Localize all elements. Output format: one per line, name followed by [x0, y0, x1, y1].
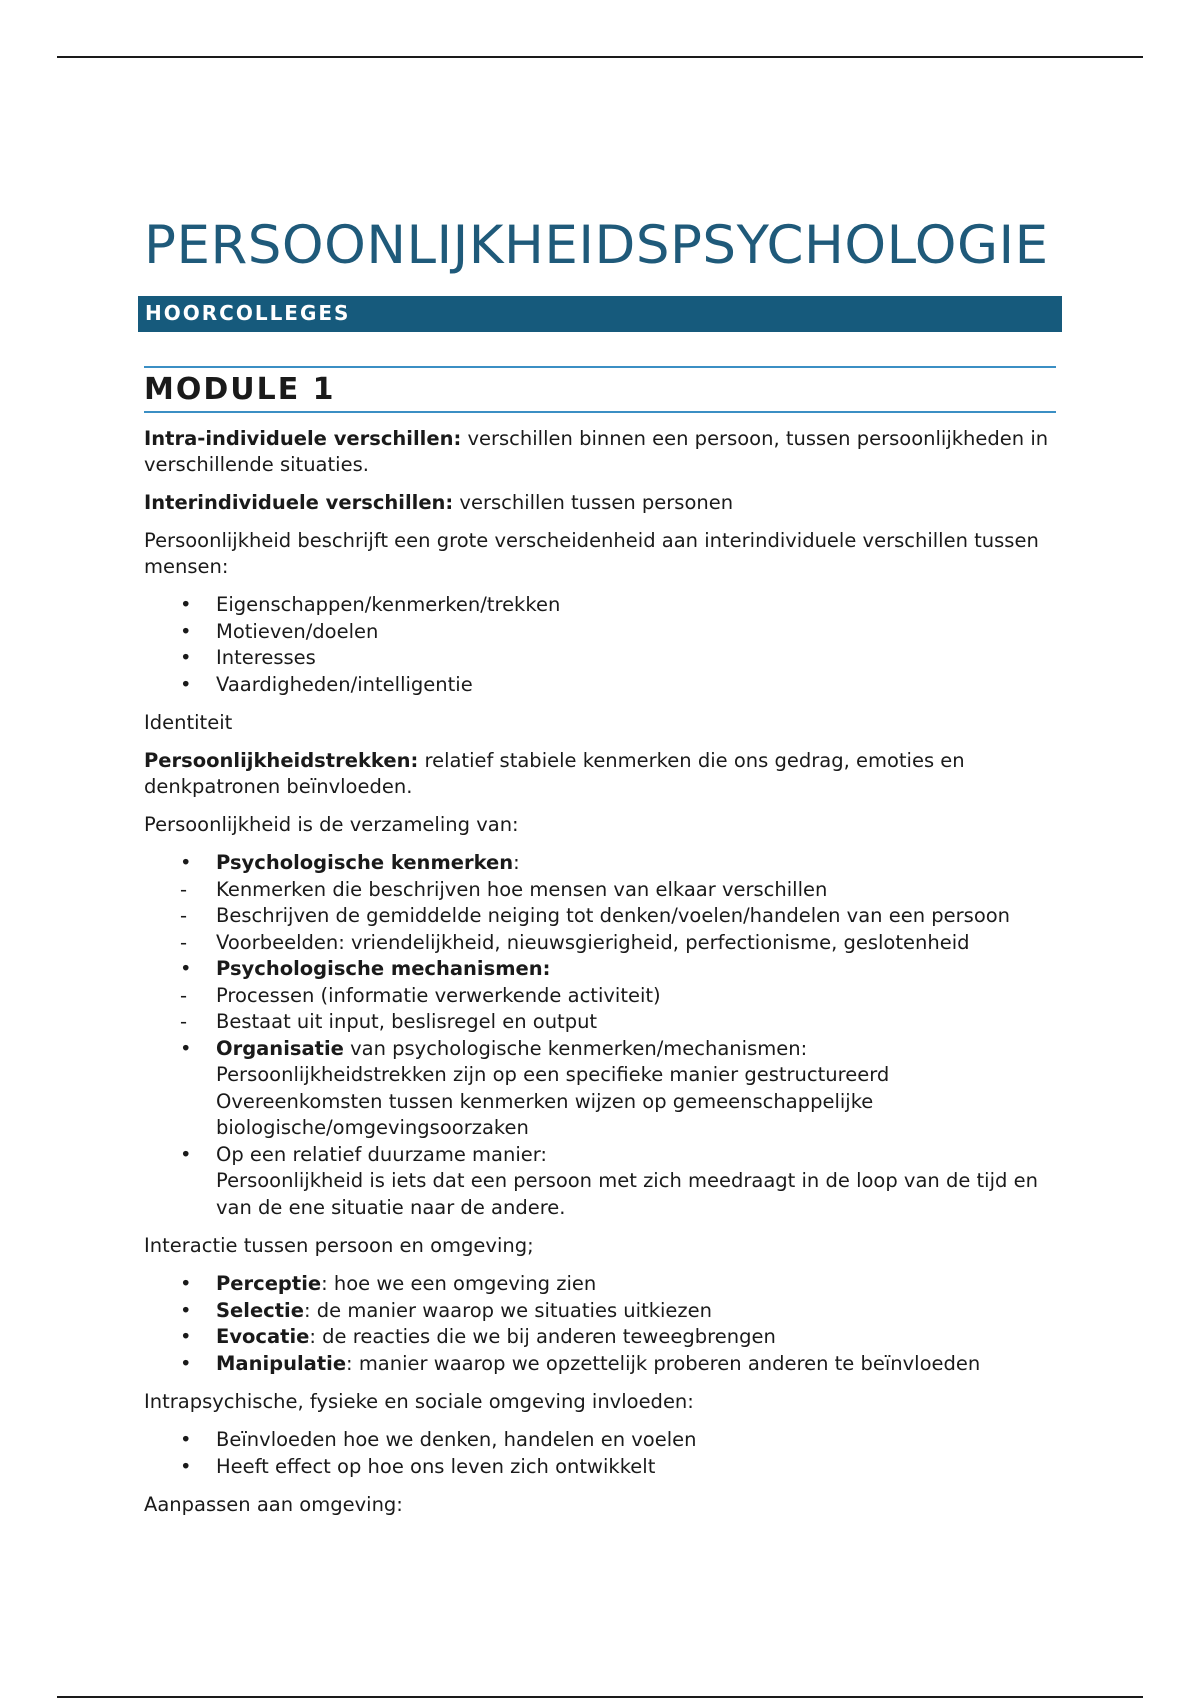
dash-marker: - [180, 930, 188, 954]
inter-text: verschillen tussen personen [453, 491, 734, 514]
list-item: - Bestaat uit input, beslisregel en output [144, 1009, 1056, 1036]
list-item: • Motieven/doelen [144, 619, 1056, 646]
interaction-list [144, 1271, 1056, 1377]
bullet-marker: • [180, 1142, 192, 1166]
page-bottom-rule [57, 1696, 1143, 1698]
list-item: • Evocatie: de reacties die we bij anderen teweegbrengen [144, 1324, 1056, 1351]
list-item: • Interesses [144, 645, 1056, 672]
dash-marker: - [180, 904, 188, 927]
subtitle-banner: HOORCOLLEGES [138, 296, 1062, 332]
environment-list [144, 1427, 1056, 1480]
intra-definition [144, 426, 1056, 478]
identiteit-line: Identiteit [144, 711, 233, 734]
list-item: • Heeft effect op hoe ons leven zich ontwikkelt [144, 1454, 1056, 1481]
intra-text: verschillen binnen een persoon, tussen persoonlijkheden in verschillende situaties. [144, 427, 1049, 476]
bullet-marker: • [180, 1298, 192, 1322]
list-item: - Beschrijven de gemiddelde neiging tot denken/voelen/handelen van een persoon [144, 903, 1056, 930]
dash-marker: - [180, 877, 188, 901]
list-item: • Vaardigheden/intelligentie [144, 672, 1056, 699]
bullet-marker: • [180, 851, 192, 874]
intra-term: Intra-individuele verschillen: [144, 427, 462, 450]
bullet-marker: • [180, 957, 192, 980]
list-item: • Eigenschappen/kenmerken/trekken [144, 592, 1056, 619]
describes-intro: Persoonlijkheid beschrijft een grote verscheidenheid aan interindividuele verschillen tussen mensen: [144, 529, 1039, 578]
dash-marker: - [180, 1010, 188, 1033]
page-top-rule [57, 56, 1143, 58]
inter-term: Interindividuele verschillen: [144, 491, 454, 514]
list-item: • Organisatie van psychologische kenmerken/mechanismen: Persoonlijkheidstrekken zijn op een specifieke manier gestructureerd Overeenkomsten tussen kenmerken wijzen op gemeenschappelijke biologische/omgevingsoorzaken [180, 1036, 890, 1139]
dash-marker: - [180, 983, 188, 1007]
bullet-marker: • [180, 1428, 192, 1451]
module-heading: MODULE 1 [144, 366, 1056, 413]
bullet-marker: • [180, 1036, 192, 1060]
bullet-marker: • [180, 1325, 192, 1348]
adapt-line: Aanpassen aan omgeving: [144, 1493, 403, 1516]
list-item: - Processen (informatie verwerkende activiteit) [144, 983, 1056, 1010]
bullet-marker: • [180, 1272, 192, 1295]
list-item: • Selectie: de manier waarop we situaties uitkiezen [144, 1298, 1056, 1325]
list-item: • Psychologische mechanismen: [144, 956, 1056, 983]
bullet-marker: • [180, 1351, 192, 1375]
document-title: PERSOONLIJKHEIDSPSYCHOLOGIE [144, 215, 1049, 276]
list-item: • Op een relatief duurzame manier: Persoonlijkheid is iets dat een persoon met zich meedraagt in de loop van de tijd en van de ene situatie naar de andere. [180, 1142, 1038, 1219]
list-item: • Manipulatie: manier waarop we opzettelijk proberen anderen te beïnvloeden [144, 1351, 1056, 1378]
environment-intro: Intrapsychische, fysieke en sociale omgeving invloeden: [144, 1390, 694, 1413]
list-item: • Beïnvloeden hoe we denken, handelen en voelen [144, 1427, 1056, 1454]
traits-definition [144, 748, 1056, 800]
list-item: • Psychologische kenmerken: [144, 850, 1056, 877]
interaction-intro: Interactie tussen persoon en omgeving; [144, 1234, 534, 1257]
bullet-marker: • [180, 672, 192, 696]
list-item: • Perceptie: hoe we een omgeving zien [144, 1271, 1056, 1298]
collection-list [144, 850, 1056, 1221]
traits-text: relatief stabiele kenmerken die ons gedrag, emoties en denkpatronen beïnvloeden. [144, 749, 965, 798]
inter-definition [144, 490, 1056, 516]
bullet-marker: • [180, 1454, 192, 1478]
list-item: - Voorbeelden: vriendelijkheid, nieuwsgierigheid, perfectionisme, geslotenheid [144, 930, 1056, 957]
traits-term: Persoonlijkheidstrekken: [144, 749, 419, 772]
describes-list [144, 592, 1056, 698]
document-body [144, 214, 1056, 1518]
list-item: - Kenmerken die beschrijven hoe mensen van elkaar verschillen [144, 877, 1056, 904]
bullet-marker: • [180, 646, 192, 669]
bullet-marker: • [180, 619, 192, 643]
collection-intro: Persoonlijkheid is de verzameling van: [144, 813, 519, 836]
bullet-marker: • [180, 593, 192, 616]
